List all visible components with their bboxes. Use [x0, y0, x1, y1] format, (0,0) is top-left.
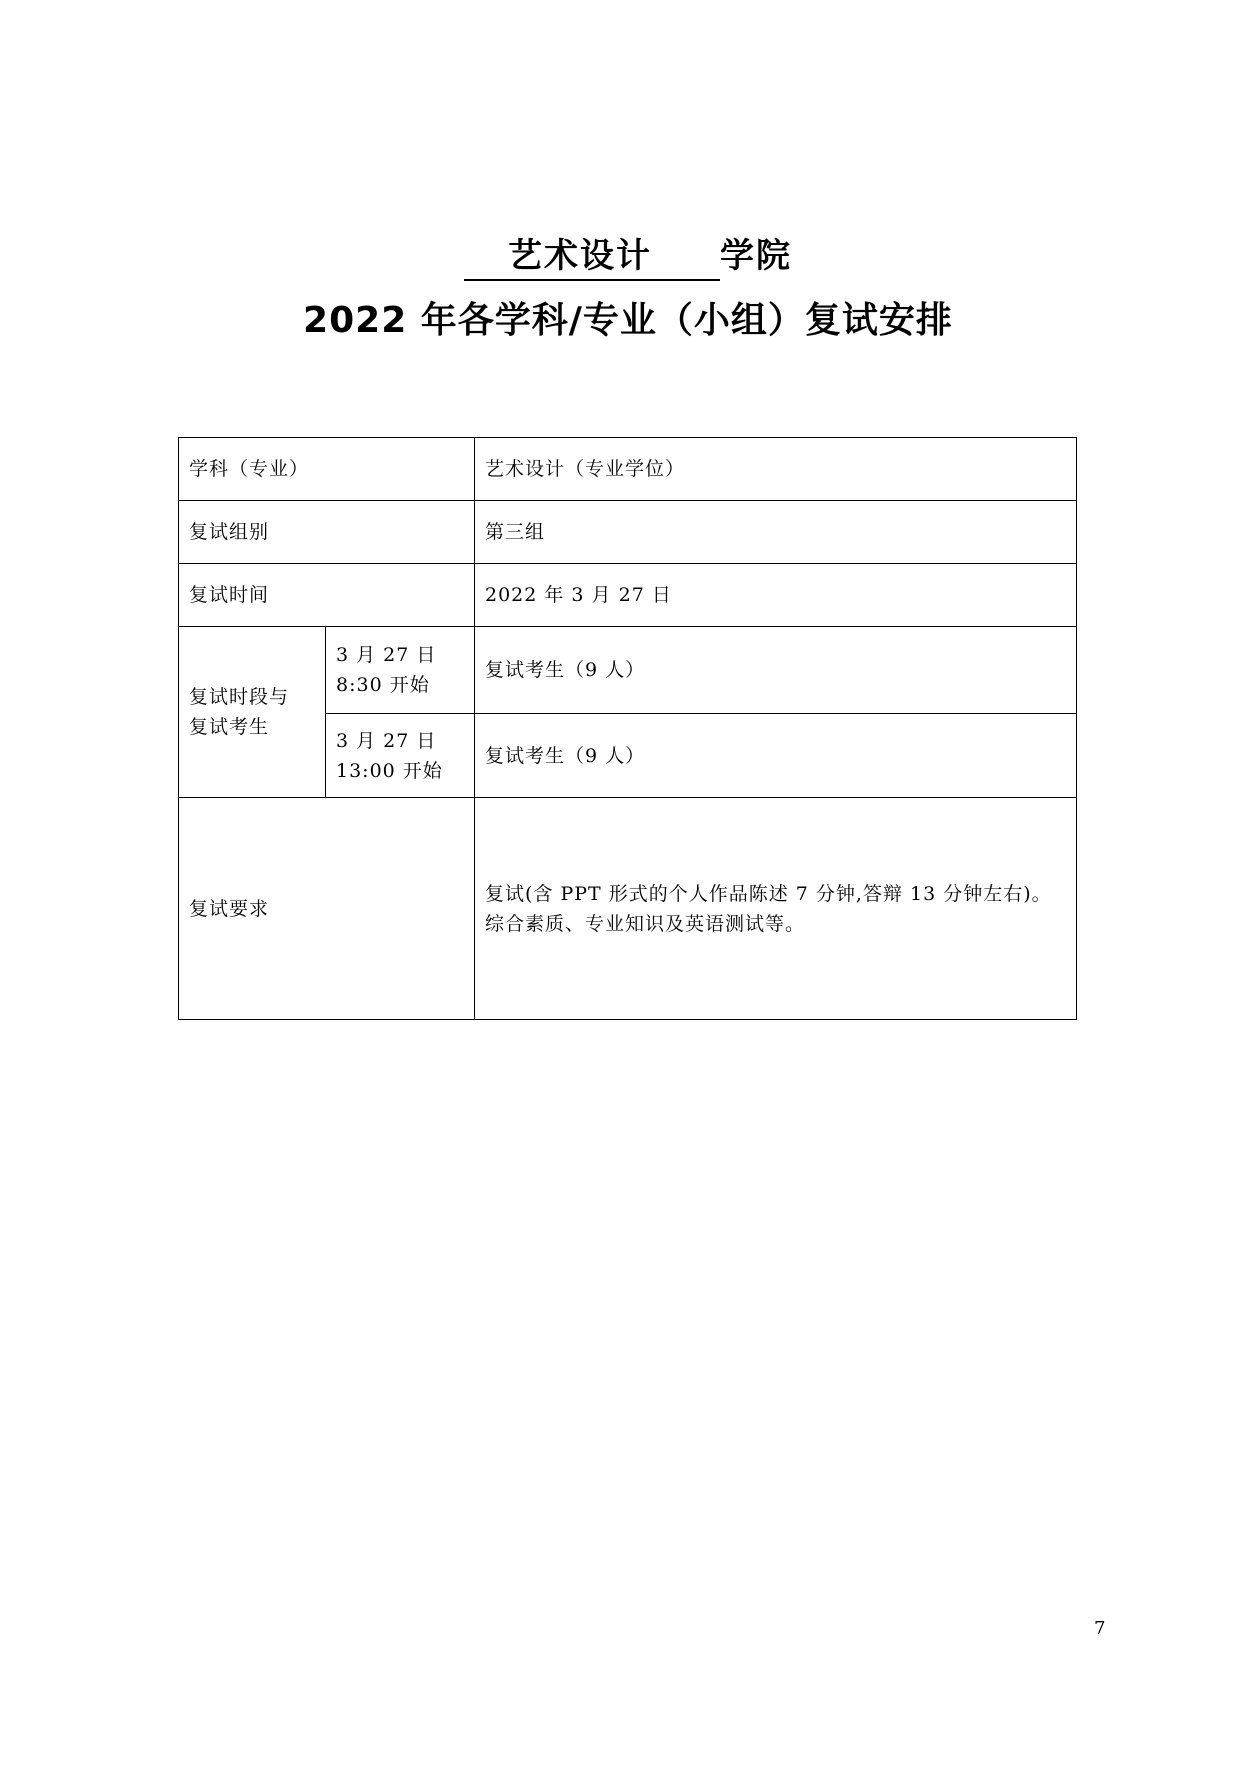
group-label: 复试组别 — [179, 501, 475, 564]
schedule-table — [178, 437, 1077, 1020]
session-label-line1: 复试时段与 — [189, 686, 290, 708]
session-1-students: 复试考生（9 人） — [475, 627, 1077, 714]
college-name: 艺术设计 — [464, 228, 720, 281]
session-2-time — [326, 714, 475, 798]
session-2-date: 3 月 27 日 — [336, 729, 437, 752]
table-row-time — [179, 564, 1077, 627]
requirement-line2: 综合素质、专业知识及英语测试等。 — [485, 912, 806, 935]
session-label-line2: 复试考生 — [189, 716, 270, 738]
subject-value: 艺术设计（专业学位） — [475, 438, 1077, 501]
requirement-value — [475, 798, 1077, 1020]
page-title: 2022 年各学科/专业（小组）复试安排 — [303, 300, 953, 341]
subject-label: 学科（专业） — [179, 438, 475, 501]
time-label: 复试时间 — [179, 564, 475, 627]
session-1-time — [326, 627, 475, 714]
requirement-label: 复试要求 — [179, 798, 475, 1020]
table-row-subject — [179, 438, 1077, 501]
session-1-start: 8:30 开始 — [336, 674, 430, 696]
session-2-start: 13:00 开始 — [336, 759, 443, 782]
page-number: 7 — [1094, 1618, 1106, 1639]
time-value: 2022 年 3 月 27 日 — [475, 564, 1077, 627]
group-value: 第三组 — [475, 501, 1077, 564]
session-label — [179, 627, 326, 798]
session-1-date: 3 月 27 日 — [336, 644, 437, 666]
table-row-session-1 — [179, 627, 1077, 714]
requirement-line1: 复试(含 PPT 形式的个人作品陈述 7 分钟,答辩 13 分钟左右)。 — [485, 882, 1052, 905]
college-suffix: 学院 — [720, 236, 792, 276]
table-row-requirement — [179, 798, 1077, 1020]
college-title — [0, 228, 1256, 281]
session-2-students: 复试考生（9 人） — [475, 714, 1077, 798]
table-row-group — [179, 501, 1077, 564]
